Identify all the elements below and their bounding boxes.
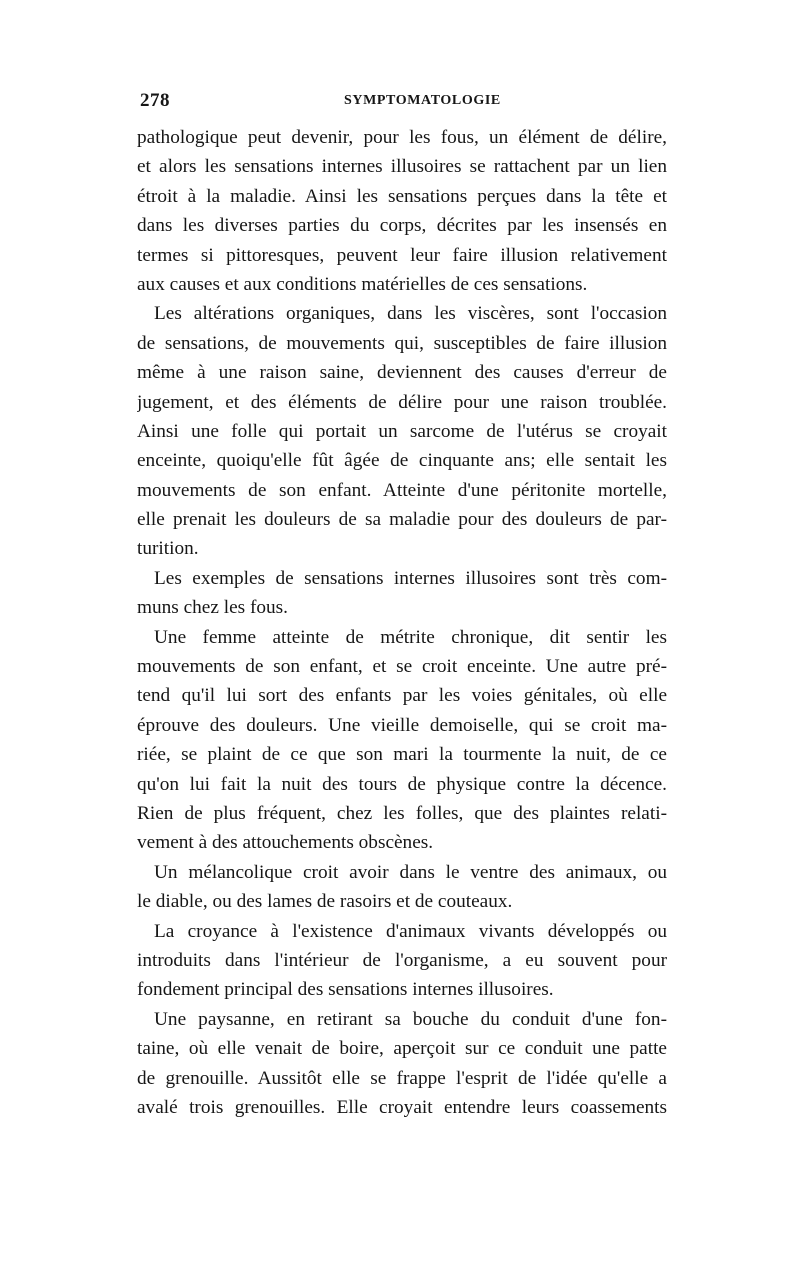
text-line: Rien de plus fréquent, chez les folles, que des plaintes relati- <box>137 802 667 824</box>
text-line: enceinte, quoiqu'elle fût âgée de cinquante ans; elle sentait les <box>137 450 667 472</box>
text-line: éprouve des douleurs. Une vieille demoiselle, qui se croit ma- <box>137 714 667 736</box>
text-line: Une paysanne, en retirant sa bouche du conduit d'une fon- <box>154 1008 667 1030</box>
text-line: étroit à la maladie. Ainsi les sensations perçues dans la tête et <box>137 185 667 207</box>
text-line: termes si pittoresques, peuvent leur faire illusion relativement <box>137 244 667 266</box>
text-line: de sensations, de mouvements qui, susceptibles de faire illusion <box>137 332 667 354</box>
text-line: elle prenait les douleurs de sa maladie pour des douleurs de par- <box>137 509 667 531</box>
text-line: tend qu'il lui sort des enfants par les voies génitales, où elle <box>137 685 667 707</box>
text-line: turition. <box>137 538 199 560</box>
text-line: aux causes et aux conditions matérielles de ces sensations. <box>137 273 588 295</box>
text-line: Les altérations organiques, dans les viscères, sont l'occasion <box>154 303 667 325</box>
text-line: Les exemples de sensations internes illusoires sont très com- <box>154 567 667 589</box>
text-line: muns chez les fous. <box>137 597 289 619</box>
text-line: fondement principal des sensations internes illusoires. <box>137 979 554 1001</box>
page-number: 278 <box>140 90 170 111</box>
text-line: Une femme atteinte de métrite chronique, dit sentir les <box>154 626 667 648</box>
text-line: Ainsi une folle qui portait un sarcome de l'utérus se croyait <box>137 420 667 442</box>
running-title: SYMPTOMATOLOGIE <box>344 93 501 108</box>
text-line: mouvements de son enfant, et se croit enceinte. Une autre pré- <box>137 656 667 678</box>
text-line: et alors les sensations internes illusoires se rattachent par un lien <box>137 156 667 178</box>
running-head <box>137 90 667 114</box>
text-line: La croyance à l'existence d'animaux vivants développés ou <box>154 920 667 942</box>
text-line: dans les diverses parties du corps, décrites par les insensés en <box>137 215 667 237</box>
text-line: vement à des attouchements obscènes. <box>137 832 434 854</box>
text-line: de grenouille. Aussitôt elle se frappe l'esprit de l'idée qu'elle a <box>137 1067 667 1089</box>
body-text <box>137 123 667 1122</box>
text-line: le diable, ou des lames de rasoirs et de couteaux. <box>137 891 513 913</box>
text-line: avalé trois grenouilles. Elle croyait entendre leurs coassements <box>137 1096 667 1118</box>
text-line: taine, où elle venait de boire, aperçoit sur ce conduit une patte <box>137 1038 667 1060</box>
text-line: pathologique peut devenir, pour les fous, un élément de délire, <box>137 127 667 148</box>
text-line: Un mélancolique croit avoir dans le ventre des animaux, ou <box>154 861 667 883</box>
text-line: riée, se plaint de ce que son mari la tourmente la nuit, de ce <box>137 744 667 766</box>
text-line: introduits dans l'intérieur de l'organisme, a eu souvent pour <box>137 949 667 971</box>
text-line: mouvements de son enfant. Atteinte d'une péritonite mortelle, <box>137 479 667 501</box>
text-line: jugement, et des éléments de délire pour une raison troublée. <box>137 391 667 413</box>
text-line: qu'on lui fait la nuit des tours de physique contre la décence. <box>137 773 667 795</box>
text-line: même à une raison saine, deviennent des causes d'erreur de <box>137 362 667 384</box>
